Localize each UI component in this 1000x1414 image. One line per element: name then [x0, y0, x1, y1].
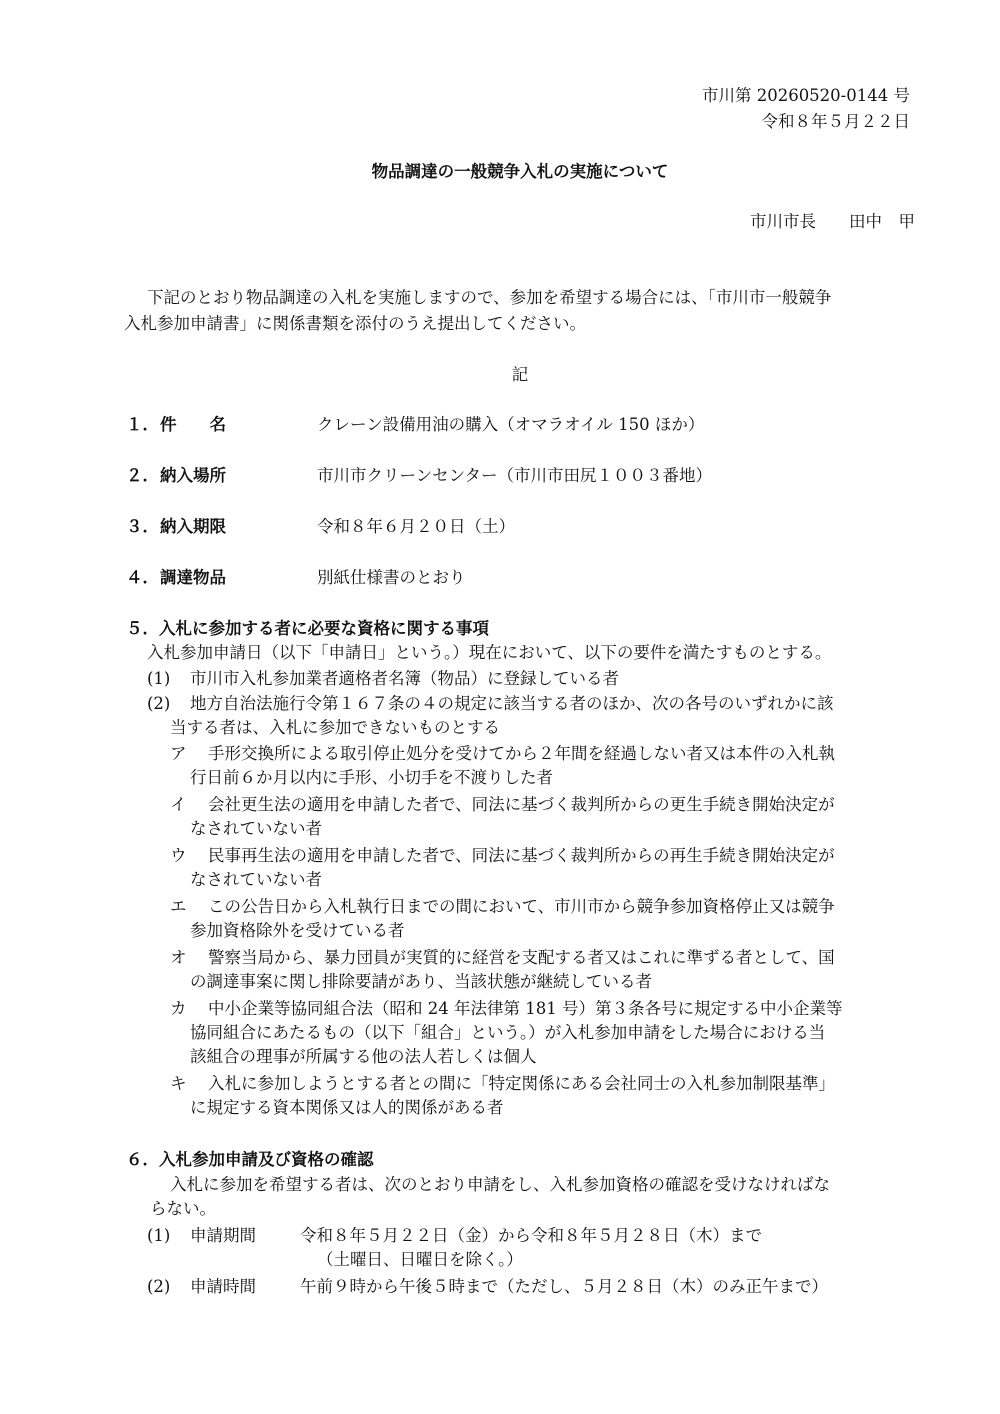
- sub-item-text: に規定する資本関係又は人的関係がある者: [190, 1098, 504, 1117]
- item-label: 件 名: [160, 415, 226, 434]
- paragraph-label: 申請時間: [190, 1277, 256, 1296]
- paragraph-text: 午前９時から午後５時まで（ただし、５月２８日（木）のみ正午まで）: [300, 1277, 828, 1296]
- paragraph-text: 市川市入札参加業者適格者名簿（物品）に登録している者: [190, 669, 619, 688]
- document-number: 市川第 20260520-0144 号: [701, 86, 910, 105]
- sub-item-text: 民事再生法の適用を申請した者で、同法に基づく裁判所からの再生手続き開始決定が: [208, 846, 835, 865]
- item-label: 調達物品: [160, 568, 226, 587]
- section-heading: ６．入札参加申請及び資格の確認: [126, 1150, 374, 1169]
- item-value: 別紙仕様書のとおり: [317, 568, 466, 587]
- paragraph-number: (2): [147, 1277, 171, 1296]
- sub-item-text: 入札に参加しようとする者との間に「特定関係にある会社同士の入札参加制限基準」: [208, 1074, 835, 1093]
- sub-item-text: なされていない者: [190, 819, 322, 838]
- sub-item-marker: ア: [170, 744, 187, 763]
- paragraph-number: (1): [147, 1226, 171, 1245]
- sub-item-marker: ウ: [170, 846, 187, 865]
- sub-item-text: の調達事案に関し排除要請があり、当該状態が継続している者: [190, 972, 652, 991]
- paragraph-number: (1): [147, 669, 171, 688]
- sub-item-marker: エ: [170, 897, 187, 916]
- item-value: 市川市クリーンセンター（市川市田尻１００３番地）: [317, 466, 713, 485]
- page-title: 物品調達の一般競争入札の実施について: [371, 162, 669, 181]
- paragraph-text: 当する者は、入札に参加できないものとする: [170, 718, 500, 737]
- item-value: 令和８年６月２０日（土）: [317, 517, 515, 536]
- sub-item-marker: オ: [170, 948, 187, 967]
- item-number: ４．: [126, 568, 159, 587]
- section-intro: 入札参加申請日（以下「申請日」という。）現在において、以下の要件を満たすものとする。: [147, 643, 832, 662]
- item-number: ３．: [126, 517, 159, 536]
- sender: 市川市長 田中 甲: [750, 212, 915, 231]
- section-intro: 入札に参加を希望する者は、次のとおり申請をし、入札参加資格の確認を受けなければな: [170, 1175, 830, 1194]
- sub-item-text: 行日前６か月以内に手形、小切手を不渡りした者: [190, 768, 553, 787]
- section-heading: ５．入札に参加する者に必要な資格に関する事項: [126, 619, 489, 638]
- item-label: 納入場所: [160, 466, 226, 485]
- sub-item-text: 手形交換所による取引停止処分を受けてから２年間を経過しない者又は本件の入札執: [208, 744, 835, 763]
- item-number: １．: [126, 415, 159, 434]
- paragraph-note: （土曜日、日曜日を除く。）: [317, 1250, 523, 1269]
- intro-line-1: 下記のとおり物品調達の入札を実施しますので、参加を希望する場合には、「市川市一般競争: [147, 288, 832, 307]
- item-label: 納入期限: [160, 517, 226, 536]
- intro-line-2: 入札参加申請書」に関係書類を添付のうえ提出してください。: [124, 314, 586, 333]
- sub-item-text: 該組合の理事が所属する他の法人若しくは個人: [190, 1047, 537, 1066]
- item-value: クレーン設備用油の購入（オマラオイル 150 ほか）: [317, 415, 705, 434]
- sub-item-marker: イ: [170, 795, 187, 814]
- sub-item-text: 参加資格除外を受けている者: [190, 921, 405, 940]
- sub-item-text: 協同組合にあたるもの（以下「組合」という。）が入札参加申請をした場合における当: [190, 1023, 826, 1042]
- sub-item-marker: キ: [170, 1074, 187, 1093]
- sub-item-text: 会社更生法の適用を申請した者で、同法に基づく裁判所からの更生手続き開始決定が: [208, 795, 835, 814]
- paragraph-number: (2): [147, 694, 171, 713]
- paragraph-text: 地方自治法施行令第１６７条の４の規定に該当する者のほか、次の各号のいずれかに該: [190, 694, 834, 713]
- ki-heading: 記: [511, 365, 529, 384]
- document-date: 令和８年５月２２日: [761, 112, 910, 131]
- section-intro: らない。: [150, 1199, 216, 1218]
- sub-item-text: 中小企業等協同組合法（昭和 24 年法律第 181 号）第３条各号に規定する中小企業等: [208, 999, 843, 1018]
- sub-item-text: 警察当局から、暴力団員が実質的に経営を支配する者又はこれに準ずる者として、国: [208, 948, 835, 967]
- paragraph-label: 申請期間: [190, 1226, 256, 1245]
- sub-item-marker: カ: [170, 999, 187, 1018]
- paragraph-text: 令和８年５月２２日（金）から令和８年５月２８日（木）まで: [300, 1226, 762, 1245]
- sub-item-text: この公告日から入札執行日までの間において、市川市から競争参加資格停止又は競争: [208, 897, 835, 916]
- item-number: ２．: [126, 466, 159, 485]
- sub-item-text: なされていない者: [190, 870, 322, 889]
